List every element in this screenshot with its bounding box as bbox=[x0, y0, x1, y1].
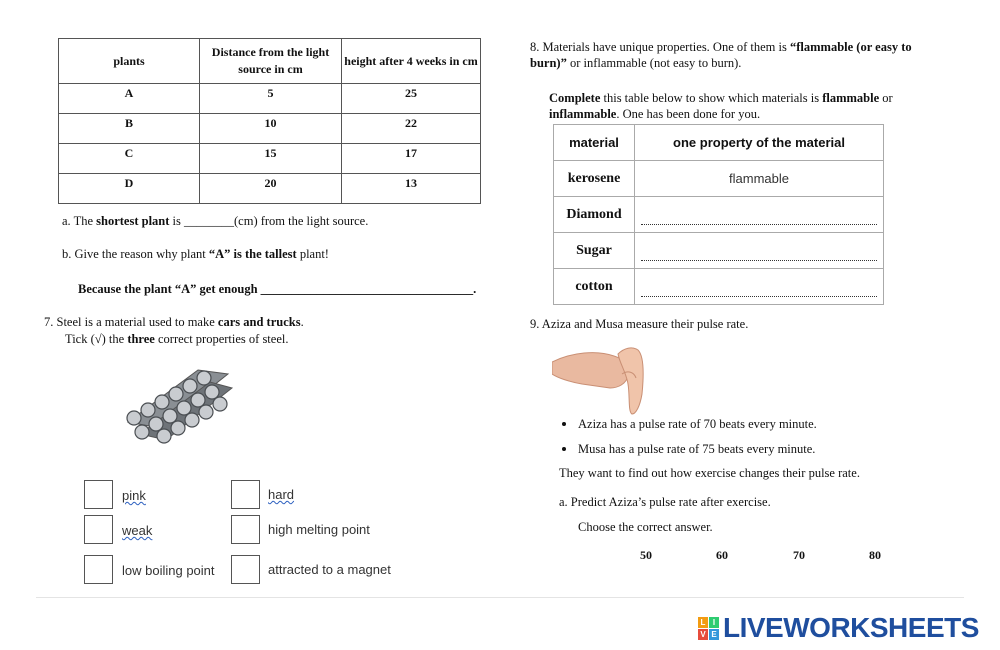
bullet-aziza: Aziza has a pulse rate of 70 beats every minute. bbox=[578, 417, 817, 431]
cell: A bbox=[59, 84, 200, 114]
question-8-instruction: Complete this table below to show which materials is flammable or inflammable. One has been done for you. bbox=[549, 91, 893, 121]
option-pink: pink bbox=[122, 488, 146, 503]
answer-line-b[interactable]: Because the plant “A” get enough __________________________________. bbox=[78, 282, 477, 296]
table-row bbox=[554, 197, 884, 233]
option-attracted-to-magnet: attracted to a magnet bbox=[268, 562, 391, 577]
material-cotton: cotton bbox=[554, 269, 635, 305]
question-7: 7. Steel is a material used to make cars and trucks. bbox=[44, 315, 304, 329]
option-high-melting-point: high melting point bbox=[268, 522, 370, 537]
question-7-instruction: Tick (√) the three correct properties of steel. bbox=[65, 332, 289, 346]
question-9a-instruction: Choose the correct answer. bbox=[578, 520, 713, 534]
question-8: 8. Materials have unique properties. One of them is “flammable (or easy to burn)” or inflammable (not easy to burn). bbox=[530, 40, 912, 70]
materials-table bbox=[553, 124, 884, 305]
bullet bbox=[562, 447, 566, 451]
dotted-line bbox=[641, 290, 877, 297]
answer-field-sugar[interactable] bbox=[635, 233, 884, 269]
choice-80[interactable]: 80 bbox=[869, 548, 881, 562]
liveworksheets-logo: LIVEWORKSHEETS bbox=[723, 612, 979, 643]
checkbox-hard[interactable] bbox=[231, 480, 260, 509]
plant-table bbox=[58, 38, 481, 204]
cell: 10 bbox=[200, 114, 342, 144]
header-distance: Distance from the light source in cm bbox=[200, 39, 342, 84]
option-hard: hard bbox=[268, 487, 295, 502]
checkbox-pink[interactable] bbox=[84, 480, 113, 509]
table-row bbox=[59, 84, 481, 114]
dotted-line bbox=[641, 254, 877, 261]
material-diamond: Diamond bbox=[554, 197, 635, 233]
choice-50[interactable]: 50 bbox=[640, 548, 652, 562]
cell: D bbox=[59, 174, 200, 204]
cell: 15 bbox=[200, 144, 342, 174]
question-b: b. Give the reason why plant “A” is the tallest plant! bbox=[62, 247, 329, 261]
option-low-boiling-point: low boiling point bbox=[122, 563, 215, 578]
footer-divider bbox=[36, 597, 964, 598]
bullet-musa: Musa has a pulse rate of 75 beats every minute. bbox=[578, 442, 816, 456]
answer-field-cotton[interactable] bbox=[635, 269, 884, 305]
header-height: height after 4 weeks in cm bbox=[342, 39, 481, 84]
table-row bbox=[59, 114, 481, 144]
checkbox-attracted-to-magnet[interactable] bbox=[231, 555, 260, 584]
table-row bbox=[554, 233, 884, 269]
question-9: 9. Aziza and Musa measure their pulse rate. bbox=[530, 317, 749, 331]
steel-bars-image bbox=[120, 362, 235, 444]
cell: 22 bbox=[342, 114, 481, 144]
material-kerosene: kerosene bbox=[554, 161, 635, 197]
header-plants: plants bbox=[59, 39, 200, 84]
liveworksheets-badge-icon: L I V E bbox=[698, 617, 720, 641]
header-material: material bbox=[554, 125, 635, 161]
table-row bbox=[59, 144, 481, 174]
cell: 17 bbox=[342, 144, 481, 174]
cell: 13 bbox=[342, 174, 481, 204]
table-row bbox=[554, 269, 884, 305]
choice-70[interactable]: 70 bbox=[793, 548, 805, 562]
cell: 20 bbox=[200, 174, 342, 204]
cell: 5 bbox=[200, 84, 342, 114]
cell: C bbox=[59, 144, 200, 174]
wrist-pulse-image bbox=[552, 344, 647, 416]
material-sugar: Sugar bbox=[554, 233, 635, 269]
cell: 25 bbox=[342, 84, 481, 114]
question-9-context: They want to find out how exercise changes their pulse rate. bbox=[559, 466, 860, 480]
bullet bbox=[562, 422, 566, 426]
table-row bbox=[59, 174, 481, 204]
table-row bbox=[554, 161, 884, 197]
checkbox-high-melting-point[interactable] bbox=[231, 515, 260, 544]
cell: B bbox=[59, 114, 200, 144]
checkbox-weak[interactable] bbox=[84, 515, 113, 544]
property-kerosene: flammable bbox=[635, 161, 884, 197]
checkbox-low-boiling-point[interactable] bbox=[84, 555, 113, 584]
choice-60[interactable]: 60 bbox=[716, 548, 728, 562]
header-property: one property of the material bbox=[635, 125, 884, 161]
question-9a: a. Predict Aziza’s pulse rate after exercise. bbox=[559, 495, 771, 509]
answer-field-diamond[interactable] bbox=[635, 197, 884, 233]
dotted-line bbox=[641, 218, 877, 225]
question-a: a. The shortest plant is ________(cm) from the light source. bbox=[62, 214, 369, 228]
option-weak: weak bbox=[122, 523, 153, 538]
